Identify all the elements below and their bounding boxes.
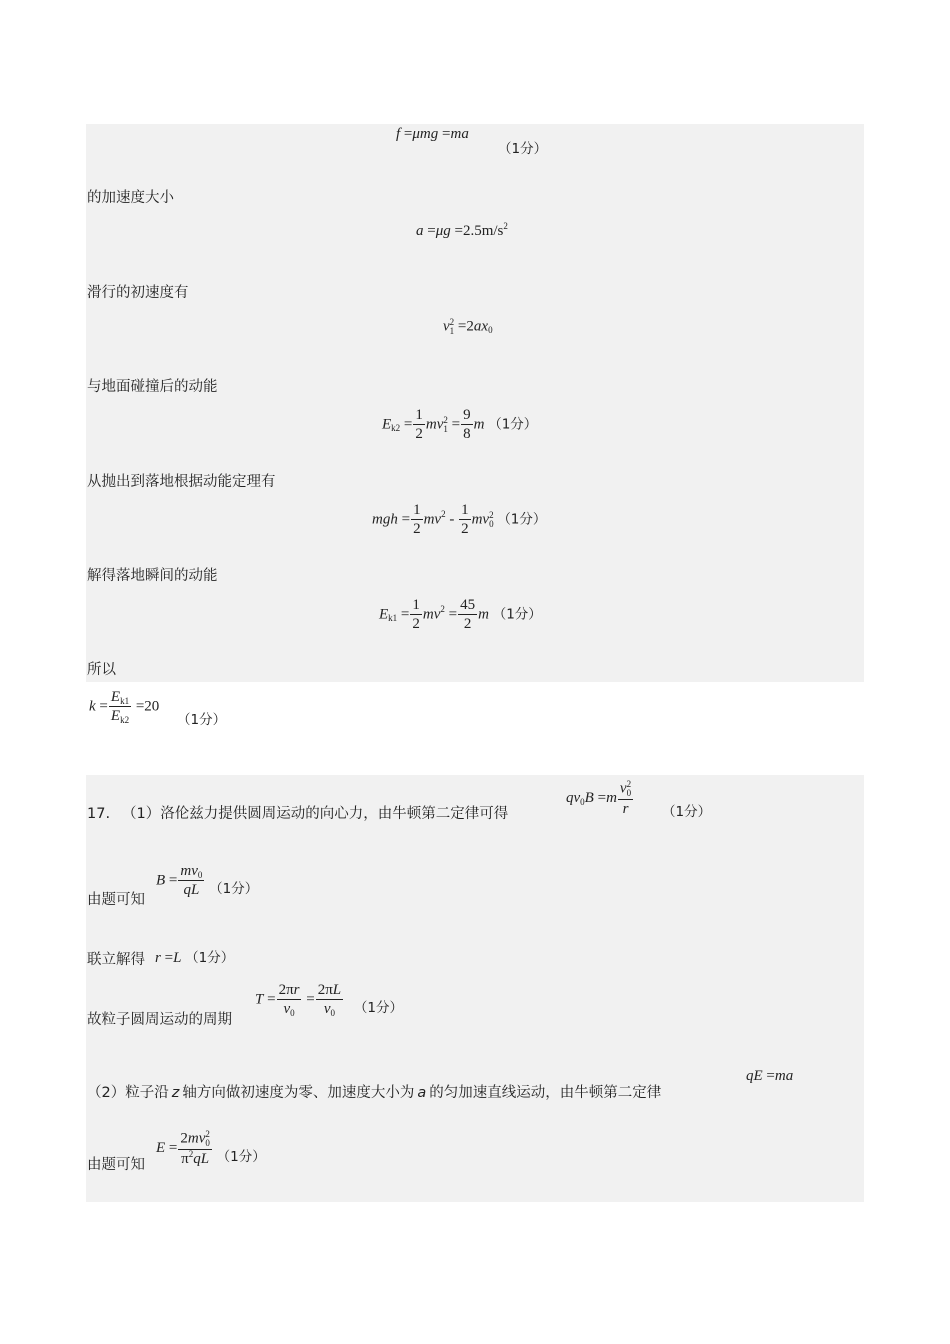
label-period: 故粒子圆周运动的周期 (87, 1012, 232, 1028)
equation-ek1: $E_{k1}$ = $\frac{1}{2}$ $mv^2$ = $\frac{45}{2}$ m （1分） (379, 597, 542, 632)
score-mark: （1分） (492, 606, 542, 623)
equation-B: B = $\frac{mv_0}{qL}$ （1分） (156, 863, 259, 898)
equation-T: T = $\frac{2\pi r}{v_0}$ = $\frac{2\pi L}{v_0}$ （1分） (255, 982, 403, 1018)
question-number: 17. (87, 806, 111, 822)
score-mark: （1分） (488, 416, 538, 433)
label-given-2: 由题可知 (87, 1157, 145, 1173)
equation-k: k = $\frac{E_{k1}}{E_{k2}}$ =20 （1分） (89, 689, 227, 729)
label-energy-theorem: 从抛出到落地根据动能定理有 (87, 474, 276, 490)
score-mark: （1分） (177, 712, 227, 729)
label-solve: 联立解得 (87, 952, 145, 968)
equation-energy-theorem: mgh = $\frac{1}{2}$ $mv^2$ - $\frac{1}{2}$ mv 2 0 （1分） (372, 502, 547, 537)
equation-lorentz: $qv_0B =m$ v 2 0 r (566, 779, 632, 817)
equation-accel: $a =\mu g =2.5m/s^2$ (416, 221, 508, 239)
equation-r: r =L （1分） (155, 950, 235, 966)
score-mark: （1分） (497, 511, 547, 528)
score-mark: （1分） (662, 804, 712, 820)
q17-part2-a: a (417, 1085, 427, 1101)
equation-ek2: $E_{k2}$ = $\frac{1}{2}$ mv 2 1 = $\frac{9}{8}$ m （1分） (382, 407, 538, 442)
equation-E: E = 2mv 2 0 $\pi^2qL$ （1分） (156, 1129, 266, 1167)
score-mark: （1分） (185, 950, 235, 966)
q17-part2-pre: （2）粒子沿 (87, 1085, 169, 1101)
label-landing-energy: 解得落地瞬间的动能 (87, 568, 218, 584)
q17-part2-text (87, 1086, 661, 1101)
equation-initial-speed: v 2 1 $=2ax_0$ (443, 317, 493, 336)
q17-part2-post: 的匀加速直线运动，由牛顿第二定律 (429, 1085, 662, 1101)
equation-friction: f =μmg =ma (396, 126, 469, 142)
q17-part1-text: （1）洛伦兹力提供圆周运动的向心力，由牛顿第二定律可得 (122, 806, 509, 822)
label-therefore: 所以 (87, 662, 116, 678)
label-accel: 的加速度大小 (87, 190, 174, 206)
label-given-1: 由题可知 (87, 892, 145, 908)
q17-part2-mid: 轴方向做初速度为零、加速度大小为 (182, 1085, 415, 1101)
equation-qE: qE =ma (746, 1068, 794, 1084)
score-mark: （1分） (353, 1000, 403, 1017)
score-mark: （1分） (209, 881, 259, 898)
label-initial-speed: 滑行的初速度有 (87, 285, 189, 301)
score-mark: （1分） (498, 141, 548, 157)
score-mark: （1分） (216, 1148, 266, 1165)
q17-part2-axis: z (171, 1085, 180, 1101)
label-after-collision: 与地面碰撞后的动能 (87, 379, 218, 395)
